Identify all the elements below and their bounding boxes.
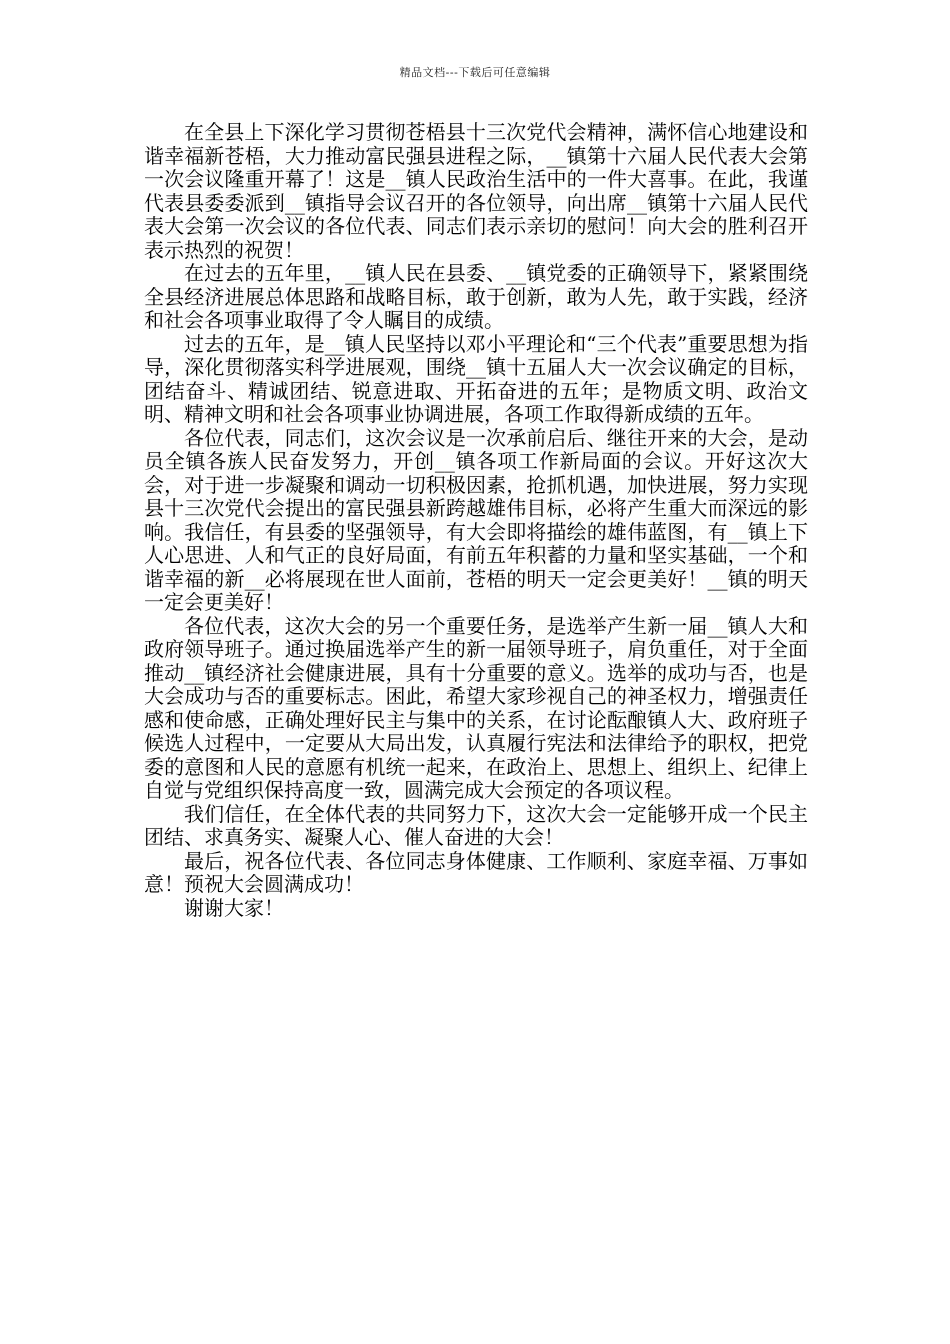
paragraph-wishes: 最后，祝各位代表、各位同志身体健康、工作顺利、家庭幸福、万事如意！预祝大会圆满成功！ xyxy=(144,848,808,896)
paragraph-achievements: 过去的五年，是__镇人民坚持以邓小平理论和“三个代表”重要思想为指导，深化贯彻落实科学进展观，围绕__镇十五届人大一次会议确定的目标，团结奋斗、精诚团结、锐意进取、开拓奋进的五年；是物质文明、政治文明、精神文明和社会各项事业协调进展，各项工作取得新成绩的五年。 xyxy=(144,331,808,426)
paragraph-opening: 在全县上下深化学习贯彻苍梧县十三次党代会精神，满怀信心地建设和谐幸福新苍梧，大力推动富民强县进程之际，__镇第十六届人民代表大会第一次会议隆重开幕了！这是__镇人民政治生活中的一件大喜事。在此，我谨代表县委委派到__镇指导会议召开的各位领导，向出席__镇第十六届人民代表大会第一次会议的各位代表、同志们表示亲切的慰问！向大会的胜利召开表示热烈的祝贺！ xyxy=(144,120,808,262)
paragraph-meeting-significance: 各位代表，同志们，这次会议是一次承前启后、继往开来的大会，是动员全镇各族人民奋发努力，开创__镇各项工作新局面的会议。开好这次大会，对于进一步凝聚和调动一切积极因素，抢抓机遇，加快进展，努力实现县十三次党代会提出的富民强县新跨越雄伟目标，必将产生重大而深远的影响。我信任，有县委的坚强领导，有大会即将描绘的雄伟蓝图，有__镇上下人心思进、人和气正的良好局面，有前五年积蓄的力量和坚实基础，一个和谐幸福的新__必将展现在世人面前，苍梧的明天一定会更美好！__镇的明天一定会更美好！ xyxy=(144,425,808,614)
paragraph-thanks: 谢谢大家！ xyxy=(184,895,284,920)
paragraph-election-task: 各位代表，这次大会的另一个重要任务，是选举产生新一届__镇人大和政府领导班子。通过换届选举产生的新一届领导班子，肩负重任，对于全面推动__镇经济社会健康进展，具有十分重要的意义。选举的成功与否，也是大会成功与否的重要标志。困此，希望大家珍视自己的神圣权力，增强责任感和使命感，正确处理好民主与集中的关系，在讨论酝酿镇人大、政府班子候选人过程中，一定要从大局出发，认真履行宪法和法律给予的职权，把党委的意图和人民的意愿有机统一起来，在政治上、思想上、组织上、纪律上自觉与党组织保持高度一致，圆满完成大会预定的各项议程。 xyxy=(144,613,808,802)
paragraph-past-five-years: 在过去的五年里，__镇人民在县委、__镇党委的正确领导下，紧紧围绕全县经济进展总体思路和战略目标，敢于创新，敢为人先，敢于实践，经济和社会各项事业取得了令人瞩目的成绩。 xyxy=(144,261,808,332)
page-header: 精品文档---下载后可任意编辑 xyxy=(399,66,551,79)
paragraph-confidence: 我们信任，在全体代表的共同努力下，这次大会一定能够开成一个民主团结、求真务实、凝聚人心、催人奋进的大会！ xyxy=(144,801,808,849)
document-body xyxy=(144,121,808,920)
